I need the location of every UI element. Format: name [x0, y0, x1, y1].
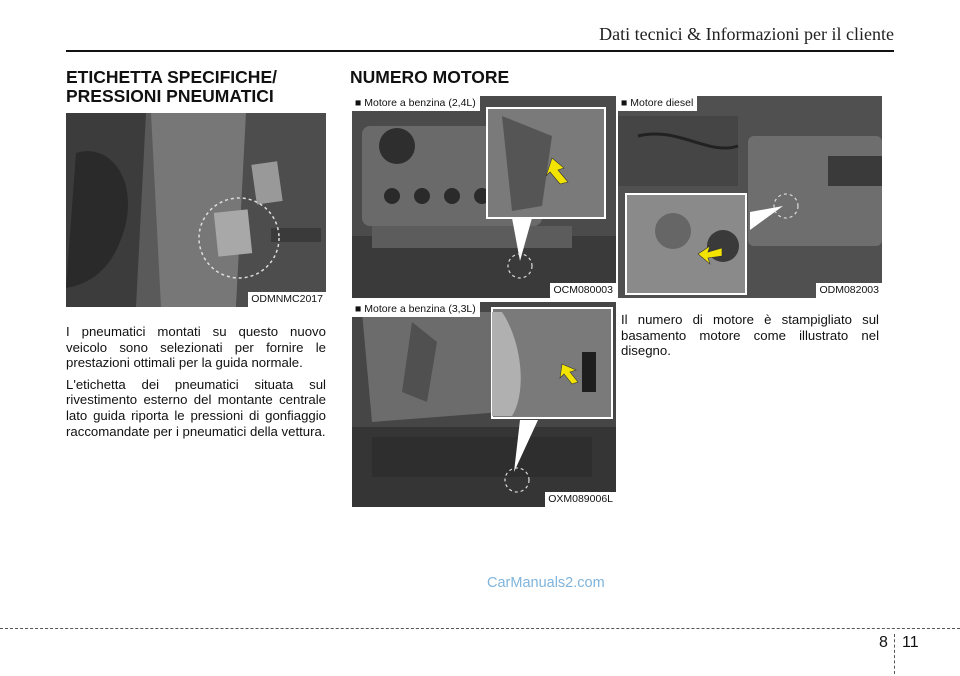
running-header: Dati tecnici & Informazioni per il cliente — [599, 24, 894, 44]
bullet-square-icon: ■ — [355, 97, 362, 109]
engine-photo-33l — [352, 302, 616, 507]
image-code: ODM082003 — [816, 283, 882, 298]
section-title-line1: ETICHETTA SPECIFICHE/ — [66, 67, 277, 87]
caption-text: Motore a benzina (3,3L) — [364, 303, 476, 315]
tire-paragraph-2: L'etichetta dei pneumatici situata sul rivestimento esterno del montante centrale lato guida riporta le pressioni di gonfiaggio raccomandate per i pneumatici della vettura. — [66, 376, 326, 439]
door-pillar-illustration — [66, 113, 326, 307]
section-title-line2: PRESSIONI PNEUMATICI — [66, 86, 274, 106]
image-code: OCM080003 — [550, 283, 616, 298]
engine-paragraph: Il numero di motore è stampigliato sul basamento motore come illustrato nel disegno. — [621, 312, 879, 359]
engine-photo-24l — [352, 96, 616, 298]
header-rule — [66, 50, 894, 52]
image-code: ODMNMC2017 — [248, 292, 326, 307]
image-code: OXM089006L — [545, 492, 616, 507]
engine-24l-illustration — [352, 96, 616, 298]
caption-text: Motore a benzina (2,4L) — [364, 97, 476, 109]
caption-diesel — [618, 96, 697, 111]
engine-diesel-illustration — [618, 96, 882, 298]
caption-petrol-33l — [352, 302, 480, 317]
engine-photo-diesel — [618, 96, 882, 298]
engine-text-block — [621, 312, 879, 359]
tire-paragraph-1: I pneumatici montati su questo nuovo veicolo sono selezionati per fornire le prestazioni ottimali per la guida normale. — [66, 324, 326, 371]
page-number: 11 — [902, 634, 919, 651]
tire-label-photo — [66, 113, 326, 307]
caption-petrol-24l — [352, 96, 480, 111]
watermark-link[interactable]: CarManuals2.com — [487, 575, 605, 591]
bullet-square-icon: ■ — [355, 303, 362, 315]
engine-33l-illustration — [352, 302, 616, 507]
bullet-square-icon: ■ — [621, 97, 628, 109]
chapter-number: 8 — [879, 634, 888, 651]
caption-text: Motore diesel — [630, 97, 694, 109]
footer-rule — [0, 628, 960, 629]
section-title-tire-label — [66, 68, 277, 106]
tire-text-block — [66, 324, 326, 439]
page-number-divider — [894, 634, 895, 674]
section-title-engine-number: NUMERO MOTORE — [350, 67, 510, 87]
